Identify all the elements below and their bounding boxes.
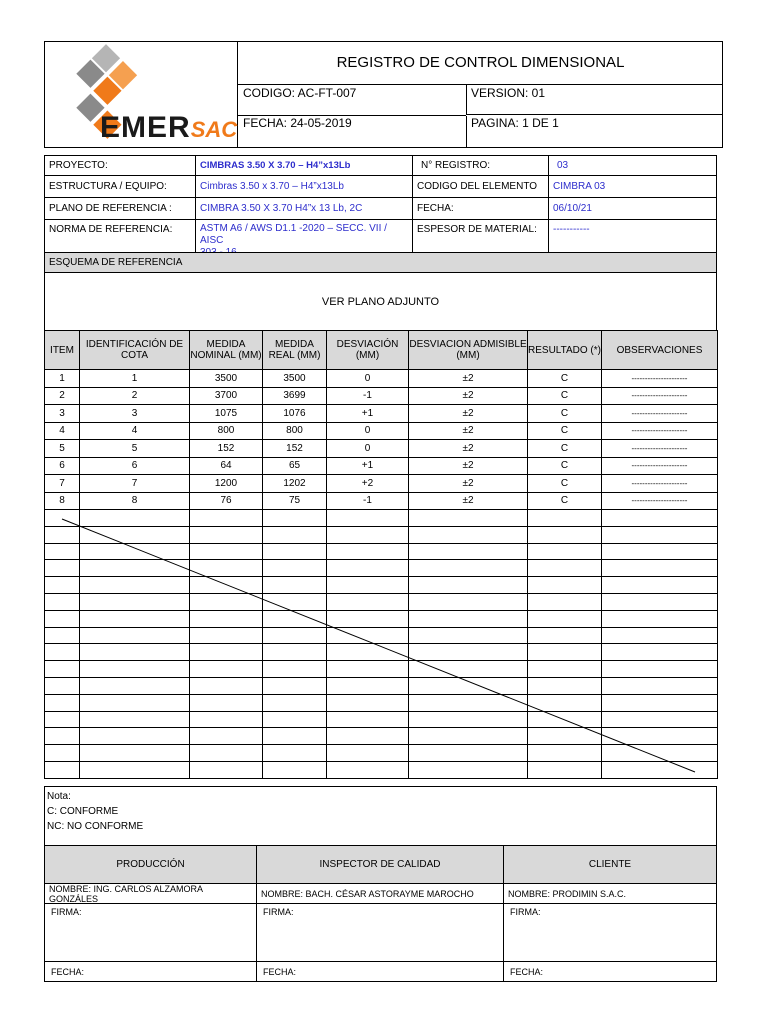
cell-medida-real: 1202 xyxy=(263,475,327,493)
codigo: CODIGO: AC-FT-007 xyxy=(243,86,357,100)
cell-observaciones: --------------------- xyxy=(602,440,718,458)
cell-desviacion: +1 xyxy=(327,405,409,423)
nombre-produccion: NOMBRE: ING. CARLOS ALZAMORA GONZÁLES xyxy=(44,883,257,904)
espesor-label: ESPESOR DE MATERIAL: xyxy=(412,219,549,253)
cell-desviacion-admisible: ±2 xyxy=(409,422,528,440)
cell-desviacion-admisible: ±2 xyxy=(409,387,528,405)
cell-desviacion: +1 xyxy=(327,457,409,475)
cell-desviacion: 0 xyxy=(327,422,409,440)
cell-desviacion-admisible: ±2 xyxy=(409,370,528,388)
cell-desviacion-admisible: ±2 xyxy=(409,440,528,458)
esquema-content: VER PLANO ADJUNTO xyxy=(44,272,717,331)
cell-identificacion: 1 xyxy=(80,370,190,388)
cell-resultado: C xyxy=(528,387,602,405)
fecha-value: 06/10/21 xyxy=(548,197,717,220)
col-resultado: RESULTADO (*) xyxy=(528,331,602,370)
cell-medida-nominal: 152 xyxy=(190,440,263,458)
estructura-label: ESTRUCTURA / EQUIPO: xyxy=(44,175,196,198)
cell-item: 8 xyxy=(45,492,80,510)
inspector-header: INSPECTOR DE CALIDAD xyxy=(256,845,504,884)
notes-conforme: C: CONFORME xyxy=(47,806,119,817)
cell-medida-nominal: 3700 xyxy=(190,387,263,405)
norma-label: NORMA DE REFERENCIA: xyxy=(44,219,196,253)
codigo-elem-value: CIMBRA 03 xyxy=(548,175,717,198)
cell-item: 1 xyxy=(45,370,80,388)
fecha-label: FECHA: xyxy=(412,197,549,220)
cell-resultado: C xyxy=(528,457,602,475)
cell-medida-real: 75 xyxy=(263,492,327,510)
col-medida-real: MEDIDA REAL (MM) xyxy=(263,331,327,370)
cell-identificacion: 6 xyxy=(80,457,190,475)
cell-medida-real: 1076 xyxy=(263,405,327,423)
nombre-inspector: NOMBRE: BACH. CÉSAR ASTORAYME MAROCHO xyxy=(256,883,504,904)
cell-medida-nominal: 64 xyxy=(190,457,263,475)
firma-cliente: FIRMA: xyxy=(503,903,717,962)
notes-title: Nota: xyxy=(47,791,71,802)
codigo-elem-label: CODIGO DEL ELEMENTO xyxy=(412,175,549,198)
logo-text-sac: SAC xyxy=(190,117,238,142)
cell-desviacion: 0 xyxy=(327,440,409,458)
cell-medida-real: 3699 xyxy=(263,387,327,405)
cell-observaciones: --------------------- xyxy=(602,457,718,475)
esquema-label: ESQUEMA DE REFERENCIA xyxy=(44,252,717,273)
registro-label: N° REGISTRO: xyxy=(412,155,549,176)
cell-desviacion-admisible: ±2 xyxy=(409,457,528,475)
fecha-doc: FECHA: 24-05-2019 xyxy=(243,116,352,130)
cell-desviacion-admisible: ±2 xyxy=(409,475,528,493)
norma-value-line1: ASTM A6 / AWS D1.1 -2020 – SECC. VII / AISC xyxy=(200,223,387,246)
notes-no-conforme: NC: NO CONFORME xyxy=(47,821,144,832)
estructura-value: Cimbras 3.50 x 3.70 – H4”x13Lb xyxy=(195,175,413,198)
fecha-inspector: FECHA: xyxy=(256,961,504,982)
cell-medida-real: 3500 xyxy=(263,370,327,388)
col-observaciones: OBSERVACIONES xyxy=(602,331,718,370)
cell-desviacion-admisible: ±2 xyxy=(409,492,528,510)
doc-title: REGISTRO DE CONTROL DIMENSIONAL xyxy=(238,41,723,85)
proyecto-label: PROYECTO: xyxy=(44,155,196,176)
cell-desviacion: +2 xyxy=(327,475,409,493)
cliente-header: CLIENTE xyxy=(503,845,717,884)
cell-medida-nominal: 76 xyxy=(190,492,263,510)
cell-desviacion: 0 xyxy=(327,370,409,388)
cell-item: 7 xyxy=(45,475,80,493)
registro-value: 03 xyxy=(548,155,717,176)
cell-identificacion: 3 xyxy=(80,405,190,423)
pagina: PAGINA: 1 DE 1 xyxy=(466,116,723,148)
cell-medida-nominal: 800 xyxy=(190,422,263,440)
cell-observaciones: --------------------- xyxy=(602,492,718,510)
col-identificacion: IDENTIFICACIÓN DE COTA xyxy=(80,331,190,370)
cell-observaciones: --------------------- xyxy=(602,387,718,405)
cell-medida-real: 65 xyxy=(263,457,327,475)
cell-identificacion: 5 xyxy=(80,440,190,458)
cell-medida-real: 152 xyxy=(263,440,327,458)
cell-observaciones: --------------------- xyxy=(602,370,718,388)
cell-identificacion: 4 xyxy=(80,422,190,440)
cell-observaciones: --------------------- xyxy=(602,422,718,440)
cell-resultado: C xyxy=(528,475,602,493)
cell-resultado: C xyxy=(528,492,602,510)
cell-desviacion: -1 xyxy=(327,387,409,405)
cell-resultado: C xyxy=(528,405,602,423)
cell-item: 4 xyxy=(45,422,80,440)
col-desviacion-admisible: DESVIACION ADMISIBLE (MM) xyxy=(409,331,528,370)
cell-resultado: C xyxy=(528,422,602,440)
cell-resultado: C xyxy=(528,370,602,388)
fecha-produccion: FECHA: xyxy=(44,961,257,982)
cell-resultado: C xyxy=(528,440,602,458)
plano-value: CIMBRA 3.50 X 3.70 H4”x 13 Lb, 2C xyxy=(195,197,413,220)
notes-block xyxy=(44,786,717,846)
cell-identificacion: 7 xyxy=(80,475,190,493)
cell-item: 2 xyxy=(45,387,80,405)
firma-produccion: FIRMA: xyxy=(44,903,257,962)
plano-label: PLANO DE REFERENCIA : xyxy=(44,197,196,220)
proyecto-value: CIMBRAS 3.50 X 3.70 – H4”x13Lb xyxy=(195,155,413,176)
cell-identificacion: 8 xyxy=(80,492,190,510)
cell-observaciones: --------------------- xyxy=(602,475,718,493)
col-desviacion: DESVIACIÓN (MM) xyxy=(327,331,409,370)
nombre-cliente: NOMBRE: PRODIMIN S.A.C. xyxy=(503,883,717,904)
cell-identificacion: 2 xyxy=(80,387,190,405)
cell-medida-nominal: 1200 xyxy=(190,475,263,493)
espesor-value: ----------- xyxy=(548,219,717,253)
cell-item: 5 xyxy=(45,440,80,458)
cell-item: 3 xyxy=(45,405,80,423)
cell-medida-nominal: 1075 xyxy=(190,405,263,423)
fecha-cliente: FECHA: xyxy=(503,961,717,982)
cell-desviacion: -1 xyxy=(327,492,409,510)
cell-desviacion-admisible: ±2 xyxy=(409,405,528,423)
logo-text-main: EMER xyxy=(100,111,191,144)
version: VERSION: 01 xyxy=(466,85,723,115)
produccion-header: PRODUCCIÓN xyxy=(44,845,257,884)
cell-observaciones: --------------------- xyxy=(602,405,718,423)
cell-item: 6 xyxy=(45,457,80,475)
firma-inspector: FIRMA: xyxy=(256,903,504,962)
col-item: ITEM xyxy=(45,331,80,370)
cell-medida-real: 800 xyxy=(263,422,327,440)
col-medida-nominal: MEDIDA NOMINAL (MM) xyxy=(190,331,263,370)
cell-medida-nominal: 3500 xyxy=(190,370,263,388)
